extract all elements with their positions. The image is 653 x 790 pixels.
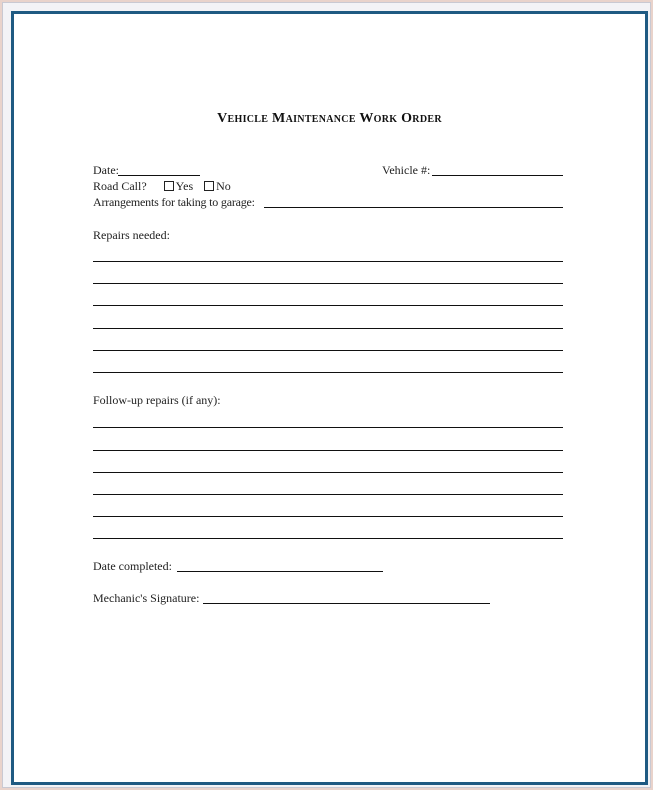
followup-line[interactable] — [93, 538, 563, 539]
road-call-row — [93, 179, 231, 194]
repairs-line[interactable] — [93, 283, 563, 284]
vehicle-number-field[interactable] — [432, 175, 563, 176]
yes-label: Yes — [175, 179, 194, 193]
followup-label: Follow-up repairs (if any): — [93, 393, 221, 407]
arrangements-label: Arrangements for taking to garage: — [93, 195, 255, 209]
repairs-line[interactable] — [93, 328, 563, 329]
followup-line[interactable] — [93, 494, 563, 495]
document-frame — [2, 2, 651, 788]
vehicle-label: Vehicle #: — [382, 163, 431, 177]
followup-line[interactable] — [93, 427, 563, 428]
repairs-line[interactable] — [93, 305, 563, 306]
repairs-line[interactable] — [93, 350, 563, 351]
repairs-needed-label: Repairs needed: — [93, 228, 170, 242]
date-label: Date: — [93, 163, 119, 177]
followup-line[interactable] — [93, 516, 563, 517]
repairs-line[interactable] — [93, 372, 563, 373]
followup-line[interactable] — [93, 450, 563, 451]
date-completed-field[interactable] — [177, 571, 383, 572]
no-checkbox[interactable] — [204, 181, 214, 191]
work-order-page — [14, 14, 645, 782]
document-border — [11, 11, 648, 785]
arrangements-field[interactable] — [264, 207, 563, 208]
road-call-label: Road Call? — [93, 179, 147, 193]
repairs-line[interactable] — [93, 261, 563, 262]
yes-checkbox[interactable] — [164, 181, 174, 191]
signature-field[interactable] — [203, 603, 490, 604]
signature-label: Mechanic's Signature: — [93, 591, 200, 605]
form-title: Vehicle Maintenance Work Order — [217, 111, 442, 126]
no-label: No — [216, 179, 231, 193]
followup-line[interactable] — [93, 472, 563, 473]
date-completed-label: Date completed: — [93, 559, 172, 573]
date-field[interactable] — [118, 175, 200, 176]
